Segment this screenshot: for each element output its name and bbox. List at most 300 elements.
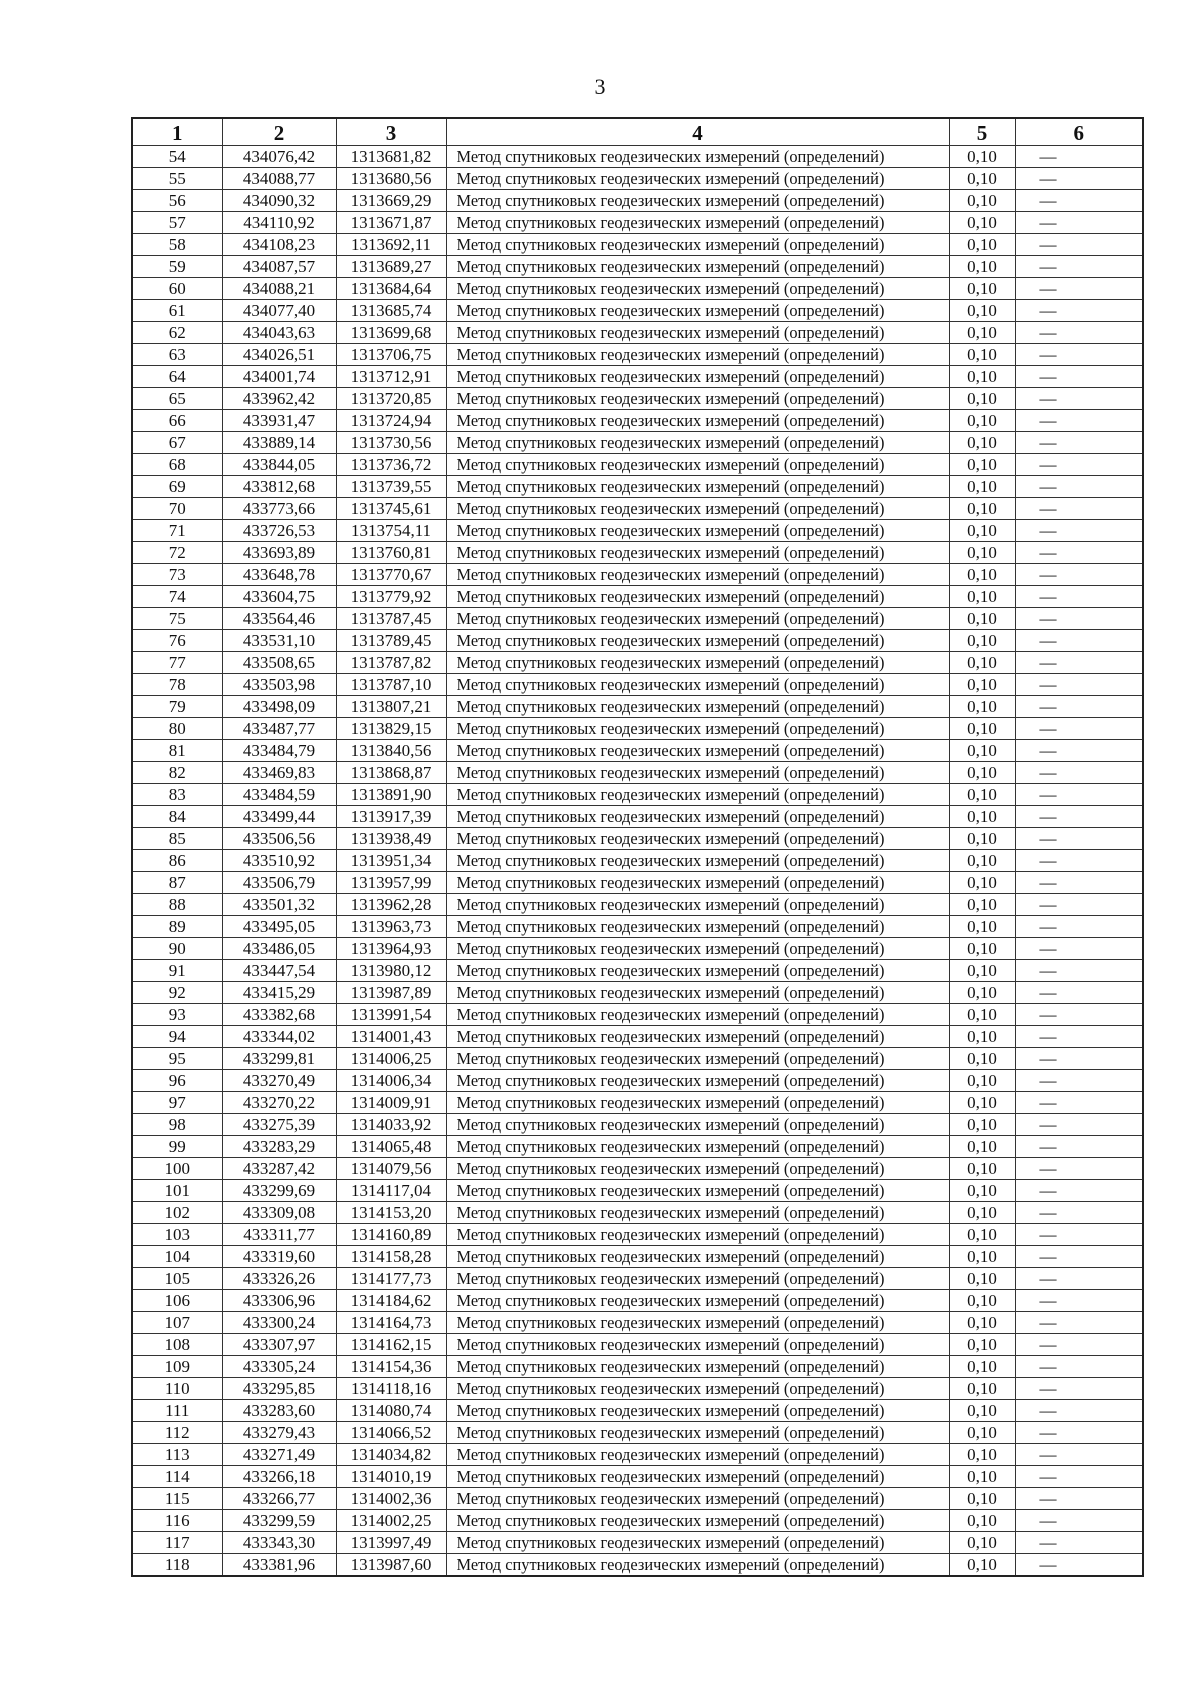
cell-method: Метод спутниковых геодезических измерений (определений) <box>446 1444 949 1466</box>
cell-coord-y: 1313739,55 <box>336 476 446 498</box>
cell-point-number: 61 <box>132 300 222 322</box>
cell-coord-x: 434090,32 <box>222 190 336 212</box>
cell-note: — <box>1015 828 1143 850</box>
table-row <box>132 850 1143 872</box>
cell-point-number: 64 <box>132 366 222 388</box>
cell-note: — <box>1015 1158 1143 1180</box>
cell-accuracy: 0,10 <box>949 1290 1015 1312</box>
cell-point-number: 109 <box>132 1356 222 1378</box>
cell-point-number: 59 <box>132 256 222 278</box>
cell-method: Метод спутниковых геодезических измерений (определений) <box>446 520 949 542</box>
cell-coord-x: 433287,42 <box>222 1158 336 1180</box>
cell-accuracy: 0,10 <box>949 674 1015 696</box>
cell-method: Метод спутниковых геодезических измерений (определений) <box>446 960 949 982</box>
cell-note: — <box>1015 1554 1143 1577</box>
cell-method: Метод спутниковых геодезических измерений (определений) <box>446 564 949 586</box>
cell-point-number: 78 <box>132 674 222 696</box>
cell-coord-x: 434077,40 <box>222 300 336 322</box>
cell-note: — <box>1015 234 1143 256</box>
cell-method: Метод спутниковых геодезических измерений (определений) <box>446 982 949 1004</box>
table-row <box>132 564 1143 586</box>
cell-coord-x: 433487,77 <box>222 718 336 740</box>
cell-coord-x: 433271,49 <box>222 1444 336 1466</box>
cell-note: — <box>1015 1532 1143 1554</box>
cell-accuracy: 0,10 <box>949 784 1015 806</box>
cell-method: Метод спутниковых геодезических измерений (определений) <box>446 938 949 960</box>
cell-accuracy: 0,10 <box>949 806 1015 828</box>
cell-point-number: 54 <box>132 146 222 168</box>
cell-accuracy: 0,10 <box>949 1312 1015 1334</box>
cell-method: Метод спутниковых геодезических измерений (определений) <box>446 1180 949 1202</box>
cell-coord-x: 433283,60 <box>222 1400 336 1422</box>
cell-accuracy: 0,10 <box>949 1334 1015 1356</box>
cell-note: — <box>1015 1510 1143 1532</box>
cell-accuracy: 0,10 <box>949 1114 1015 1136</box>
cell-method: Метод спутниковых геодезических измерений (определений) <box>446 674 949 696</box>
cell-point-number: 116 <box>132 1510 222 1532</box>
cell-accuracy: 0,10 <box>949 740 1015 762</box>
cell-accuracy: 0,10 <box>949 1048 1015 1070</box>
cell-coord-x: 433266,18 <box>222 1466 336 1488</box>
cell-method: Метод спутниковых геодезических измерений (определений) <box>446 916 949 938</box>
cell-method: Метод спутниковых геодезических измерений (определений) <box>446 828 949 850</box>
cell-coord-y: 1313951,34 <box>336 850 446 872</box>
cell-coord-y: 1314079,56 <box>336 1158 446 1180</box>
cell-coord-y: 1314117,04 <box>336 1180 446 1202</box>
cell-coord-x: 433889,14 <box>222 432 336 454</box>
cell-accuracy: 0,10 <box>949 1180 1015 1202</box>
cell-coord-x: 434108,23 <box>222 234 336 256</box>
header-col-3: 3 <box>336 118 446 146</box>
cell-point-number: 107 <box>132 1312 222 1334</box>
table-row <box>132 278 1143 300</box>
cell-method: Метод спутниковых геодезических измерений (определений) <box>446 1070 949 1092</box>
cell-point-number: 69 <box>132 476 222 498</box>
cell-note: — <box>1015 982 1143 1004</box>
cell-coord-y: 1314065,48 <box>336 1136 446 1158</box>
cell-point-number: 100 <box>132 1158 222 1180</box>
cell-note: — <box>1015 872 1143 894</box>
cell-accuracy: 0,10 <box>949 1246 1015 1268</box>
cell-method: Метод спутниковых геодезических измерений (определений) <box>446 212 949 234</box>
cell-method: Метод спутниковых геодезических измерений (определений) <box>446 1554 949 1577</box>
cell-coord-x: 433469,83 <box>222 762 336 784</box>
cell-point-number: 113 <box>132 1444 222 1466</box>
cell-point-number: 117 <box>132 1532 222 1554</box>
cell-point-number: 98 <box>132 1114 222 1136</box>
cell-point-number: 102 <box>132 1202 222 1224</box>
cell-coord-x: 433962,42 <box>222 388 336 410</box>
cell-accuracy: 0,10 <box>949 300 1015 322</box>
cell-method: Метод спутниковых геодезических измерений (определений) <box>446 1246 949 1268</box>
cell-coord-x: 433266,77 <box>222 1488 336 1510</box>
table-row <box>132 1246 1143 1268</box>
cell-note: — <box>1015 498 1143 520</box>
cell-coord-y: 1314080,74 <box>336 1400 446 1422</box>
cell-note: — <box>1015 1026 1143 1048</box>
cell-coord-x: 433299,59 <box>222 1510 336 1532</box>
cell-coord-x: 433498,09 <box>222 696 336 718</box>
cell-note: — <box>1015 322 1143 344</box>
table-row <box>132 938 1143 960</box>
cell-note: — <box>1015 1004 1143 1026</box>
table-row <box>132 1554 1143 1577</box>
cell-coord-y: 1314034,82 <box>336 1444 446 1466</box>
table-row <box>132 410 1143 432</box>
cell-point-number: 82 <box>132 762 222 784</box>
table-row <box>132 168 1143 190</box>
cell-accuracy: 0,10 <box>949 1202 1015 1224</box>
cell-method: Метод спутниковых геодезических измерений (определений) <box>446 1356 949 1378</box>
cell-note: — <box>1015 894 1143 916</box>
cell-coord-x: 433343,30 <box>222 1532 336 1554</box>
cell-coord-y: 1313891,90 <box>336 784 446 806</box>
cell-accuracy: 0,10 <box>949 982 1015 1004</box>
cell-coord-x: 433344,02 <box>222 1026 336 1048</box>
table-row <box>132 1004 1143 1026</box>
cell-method: Метод спутниковых геодезических измерений (определений) <box>446 872 949 894</box>
cell-note: — <box>1015 1268 1143 1290</box>
cell-coord-x: 433693,89 <box>222 542 336 564</box>
cell-method: Метод спутниковых геодезических измерений (определений) <box>446 696 949 718</box>
cell-accuracy: 0,10 <box>949 608 1015 630</box>
cell-note: — <box>1015 300 1143 322</box>
cell-coord-x: 434043,63 <box>222 322 336 344</box>
cell-coord-y: 1314006,25 <box>336 1048 446 1070</box>
table-body <box>132 146 1143 1577</box>
table-row <box>132 1114 1143 1136</box>
table-row <box>132 586 1143 608</box>
cell-coord-y: 1313724,94 <box>336 410 446 432</box>
cell-note: — <box>1015 806 1143 828</box>
cell-coord-y: 1313745,61 <box>336 498 446 520</box>
table-row <box>132 1180 1143 1202</box>
cell-coord-y: 1313681,82 <box>336 146 446 168</box>
table-row <box>132 542 1143 564</box>
cell-coord-x: 433506,79 <box>222 872 336 894</box>
cell-note: — <box>1015 938 1143 960</box>
table-row <box>132 1158 1143 1180</box>
cell-method: Метод спутниковых геодезических измерений (определений) <box>446 1114 949 1136</box>
cell-point-number: 110 <box>132 1378 222 1400</box>
header-col-5: 5 <box>949 118 1015 146</box>
cell-coord-x: 433486,05 <box>222 938 336 960</box>
cell-point-number: 90 <box>132 938 222 960</box>
cell-coord-x: 433270,22 <box>222 1092 336 1114</box>
cell-point-number: 76 <box>132 630 222 652</box>
cell-accuracy: 0,10 <box>949 212 1015 234</box>
cell-coord-x: 433415,29 <box>222 982 336 1004</box>
cell-note: — <box>1015 850 1143 872</box>
cell-point-number: 65 <box>132 388 222 410</box>
cell-note: — <box>1015 1444 1143 1466</box>
table-row <box>132 718 1143 740</box>
cell-method: Метод спутниковых геодезических измерений (определений) <box>446 1532 949 1554</box>
cell-method: Метод спутниковых геодезических измерений (определений) <box>446 234 949 256</box>
cell-point-number: 67 <box>132 432 222 454</box>
cell-method: Метод спутниковых геодезических измерений (определений) <box>446 1422 949 1444</box>
cell-note: — <box>1015 344 1143 366</box>
cell-point-number: 118 <box>132 1554 222 1577</box>
cell-coord-y: 1314153,20 <box>336 1202 446 1224</box>
cell-coord-x: 433295,85 <box>222 1378 336 1400</box>
cell-note: — <box>1015 366 1143 388</box>
cell-point-number: 62 <box>132 322 222 344</box>
table-row <box>132 674 1143 696</box>
cell-note: — <box>1015 1378 1143 1400</box>
cell-coord-x: 434076,42 <box>222 146 336 168</box>
table-row <box>132 366 1143 388</box>
cell-coord-x: 433283,29 <box>222 1136 336 1158</box>
cell-coord-x: 433307,97 <box>222 1334 336 1356</box>
cell-note: — <box>1015 432 1143 454</box>
cell-note: — <box>1015 1180 1143 1202</box>
cell-method: Метод спутниковых геодезических измерений (определений) <box>446 410 949 432</box>
cell-coord-y: 1313669,29 <box>336 190 446 212</box>
cell-accuracy: 0,10 <box>949 652 1015 674</box>
cell-method: Метод спутниковых геодезических измерений (определений) <box>446 1488 949 1510</box>
cell-coord-y: 1313770,67 <box>336 564 446 586</box>
cell-note: — <box>1015 1092 1143 1114</box>
table-row <box>132 872 1143 894</box>
cell-point-number: 57 <box>132 212 222 234</box>
cell-accuracy: 0,10 <box>949 1488 1015 1510</box>
cell-point-number: 105 <box>132 1268 222 1290</box>
cell-accuracy: 0,10 <box>949 366 1015 388</box>
table-row <box>132 1532 1143 1554</box>
cell-accuracy: 0,10 <box>949 1510 1015 1532</box>
cell-accuracy: 0,10 <box>949 872 1015 894</box>
cell-accuracy: 0,10 <box>949 1070 1015 1092</box>
cell-accuracy: 0,10 <box>949 1004 1015 1026</box>
cell-accuracy: 0,10 <box>949 894 1015 916</box>
cell-coord-y: 1314002,25 <box>336 1510 446 1532</box>
table-row <box>132 1136 1143 1158</box>
cell-point-number: 58 <box>132 234 222 256</box>
table-row <box>132 212 1143 234</box>
cell-coord-x: 434026,51 <box>222 344 336 366</box>
cell-coord-y: 1313720,85 <box>336 388 446 410</box>
cell-accuracy: 0,10 <box>949 190 1015 212</box>
cell-coord-x: 433326,26 <box>222 1268 336 1290</box>
cell-coord-y: 1313987,60 <box>336 1554 446 1577</box>
table-row <box>132 1202 1143 1224</box>
cell-note: — <box>1015 1466 1143 1488</box>
cell-accuracy: 0,10 <box>949 432 1015 454</box>
cell-accuracy: 0,10 <box>949 1554 1015 1577</box>
cell-coord-y: 1313980,12 <box>336 960 446 982</box>
cell-coord-x: 433319,60 <box>222 1246 336 1268</box>
cell-point-number: 89 <box>132 916 222 938</box>
cell-method: Метод спутниковых геодезических измерений (определений) <box>446 454 949 476</box>
cell-method: Метод спутниковых геодезических измерений (определений) <box>446 630 949 652</box>
cell-accuracy: 0,10 <box>949 960 1015 982</box>
cell-coord-x: 433648,78 <box>222 564 336 586</box>
cell-accuracy: 0,10 <box>949 344 1015 366</box>
cell-method: Метод спутниковых геодезических измерений (определений) <box>446 608 949 630</box>
cell-coord-y: 1313712,91 <box>336 366 446 388</box>
cell-coord-x: 433306,96 <box>222 1290 336 1312</box>
cell-accuracy: 0,10 <box>949 630 1015 652</box>
cell-coord-y: 1313779,92 <box>336 586 446 608</box>
cell-method: Метод спутниковых геодезических измерений (определений) <box>446 1290 949 1312</box>
cell-coord-y: 1313868,87 <box>336 762 446 784</box>
cell-note: — <box>1015 696 1143 718</box>
cell-coord-y: 1314158,28 <box>336 1246 446 1268</box>
table-row <box>132 762 1143 784</box>
cell-point-number: 92 <box>132 982 222 1004</box>
coordinates-table <box>131 117 1144 1577</box>
cell-coord-y: 1313699,68 <box>336 322 446 344</box>
cell-coord-y: 1313730,56 <box>336 432 446 454</box>
cell-point-number: 103 <box>132 1224 222 1246</box>
cell-coord-y: 1313692,11 <box>336 234 446 256</box>
cell-note: — <box>1015 212 1143 234</box>
cell-note: — <box>1015 1356 1143 1378</box>
cell-method: Метод спутниковых геодезических измерений (определений) <box>446 476 949 498</box>
cell-coord-x: 434110,92 <box>222 212 336 234</box>
cell-coord-y: 1313787,45 <box>336 608 446 630</box>
table-row <box>132 1312 1143 1334</box>
cell-coord-x: 433484,79 <box>222 740 336 762</box>
cell-note: — <box>1015 586 1143 608</box>
cell-note: — <box>1015 1422 1143 1444</box>
cell-point-number: 85 <box>132 828 222 850</box>
table-row <box>132 630 1143 652</box>
table-row <box>132 1444 1143 1466</box>
cell-method: Метод спутниковых геодезических измерений (определений) <box>446 366 949 388</box>
cell-accuracy: 0,10 <box>949 1422 1015 1444</box>
cell-accuracy: 0,10 <box>949 828 1015 850</box>
cell-accuracy: 0,10 <box>949 850 1015 872</box>
cell-coord-x: 433381,96 <box>222 1554 336 1577</box>
cell-accuracy: 0,10 <box>949 1224 1015 1246</box>
cell-method: Метод спутниковых геодезических измерений (определений) <box>446 586 949 608</box>
table-row <box>132 982 1143 1004</box>
cell-method: Метод спутниковых геодезических измерений (определений) <box>446 784 949 806</box>
table-row <box>132 652 1143 674</box>
cell-method: Метод спутниковых геодезических измерений (определений) <box>446 256 949 278</box>
table-row <box>132 146 1143 168</box>
cell-point-number: 74 <box>132 586 222 608</box>
table-row <box>132 190 1143 212</box>
cell-note: — <box>1015 674 1143 696</box>
cell-note: — <box>1015 1202 1143 1224</box>
cell-point-number: 99 <box>132 1136 222 1158</box>
cell-point-number: 114 <box>132 1466 222 1488</box>
cell-coord-x: 433508,65 <box>222 652 336 674</box>
cell-point-number: 60 <box>132 278 222 300</box>
cell-coord-y: 1313829,15 <box>336 718 446 740</box>
cell-note: — <box>1015 388 1143 410</box>
table-row <box>132 1466 1143 1488</box>
cell-coord-y: 1314002,36 <box>336 1488 446 1510</box>
cell-coord-y: 1314177,73 <box>336 1268 446 1290</box>
cell-point-number: 71 <box>132 520 222 542</box>
cell-method: Метод спутниковых геодезических измерений (определений) <box>446 168 949 190</box>
cell-note: — <box>1015 278 1143 300</box>
cell-point-number: 95 <box>132 1048 222 1070</box>
cell-coord-x: 433726,53 <box>222 520 336 542</box>
cell-accuracy: 0,10 <box>949 1356 1015 1378</box>
cell-coord-y: 1314033,92 <box>336 1114 446 1136</box>
table-row <box>132 894 1143 916</box>
cell-point-number: 96 <box>132 1070 222 1092</box>
cell-method: Метод спутниковых геодезических измерений (определений) <box>446 1334 949 1356</box>
cell-coord-y: 1313689,27 <box>336 256 446 278</box>
cell-coord-y: 1314006,34 <box>336 1070 446 1092</box>
cell-coord-x: 434001,74 <box>222 366 336 388</box>
cell-accuracy: 0,10 <box>949 542 1015 564</box>
cell-coord-x: 433773,66 <box>222 498 336 520</box>
table-row <box>132 1488 1143 1510</box>
table-row <box>132 1378 1143 1400</box>
table-row <box>132 740 1143 762</box>
table-row <box>132 806 1143 828</box>
cell-coord-y: 1313807,21 <box>336 696 446 718</box>
table-row <box>132 322 1143 344</box>
cell-note: — <box>1015 652 1143 674</box>
cell-point-number: 106 <box>132 1290 222 1312</box>
cell-coord-x: 433501,32 <box>222 894 336 916</box>
cell-note: — <box>1015 256 1143 278</box>
cell-coord-y: 1313963,73 <box>336 916 446 938</box>
cell-coord-x: 433305,24 <box>222 1356 336 1378</box>
cell-note: — <box>1015 1334 1143 1356</box>
cell-method: Метод спутниковых геодезических измерений (определений) <box>446 850 949 872</box>
table-row <box>132 454 1143 476</box>
cell-accuracy: 0,10 <box>949 938 1015 960</box>
cell-method: Метод спутниковых геодезических измерений (определений) <box>446 432 949 454</box>
cell-point-number: 81 <box>132 740 222 762</box>
table-row <box>132 1092 1143 1114</box>
cell-note: — <box>1015 520 1143 542</box>
cell-coord-y: 1313684,64 <box>336 278 446 300</box>
cell-accuracy: 0,10 <box>949 762 1015 784</box>
table-row <box>132 1510 1143 1532</box>
cell-accuracy: 0,10 <box>949 168 1015 190</box>
cell-method: Метод спутниковых геодезических измерений (определений) <box>446 344 949 366</box>
cell-note: — <box>1015 762 1143 784</box>
table-row <box>132 1422 1143 1444</box>
cell-note: — <box>1015 1048 1143 1070</box>
cell-note: — <box>1015 454 1143 476</box>
cell-method: Метод спутниковых геодезических измерений (определений) <box>446 322 949 344</box>
cell-method: Метод спутниковых геодезических измерений (определений) <box>446 278 949 300</box>
cell-accuracy: 0,10 <box>949 1532 1015 1554</box>
cell-coord-x: 433564,46 <box>222 608 336 630</box>
cell-point-number: 108 <box>132 1334 222 1356</box>
cell-point-number: 101 <box>132 1180 222 1202</box>
cell-accuracy: 0,10 <box>949 1444 1015 1466</box>
cell-point-number: 68 <box>132 454 222 476</box>
cell-accuracy: 0,10 <box>949 322 1015 344</box>
cell-coord-y: 1313736,72 <box>336 454 446 476</box>
cell-accuracy: 0,10 <box>949 1378 1015 1400</box>
cell-coord-x: 433484,59 <box>222 784 336 806</box>
cell-accuracy: 0,10 <box>949 454 1015 476</box>
cell-coord-x: 433499,44 <box>222 806 336 828</box>
table-row <box>132 1268 1143 1290</box>
cell-coord-y: 1313840,56 <box>336 740 446 762</box>
cell-method: Метод спутниковых геодезических измерений (определений) <box>446 1400 949 1422</box>
cell-coord-y: 1314009,91 <box>336 1092 446 1114</box>
cell-coord-x: 433931,47 <box>222 410 336 432</box>
table-row <box>132 300 1143 322</box>
cell-coord-y: 1313938,49 <box>336 828 446 850</box>
cell-accuracy: 0,10 <box>949 718 1015 740</box>
header-col-1: 1 <box>132 118 222 146</box>
